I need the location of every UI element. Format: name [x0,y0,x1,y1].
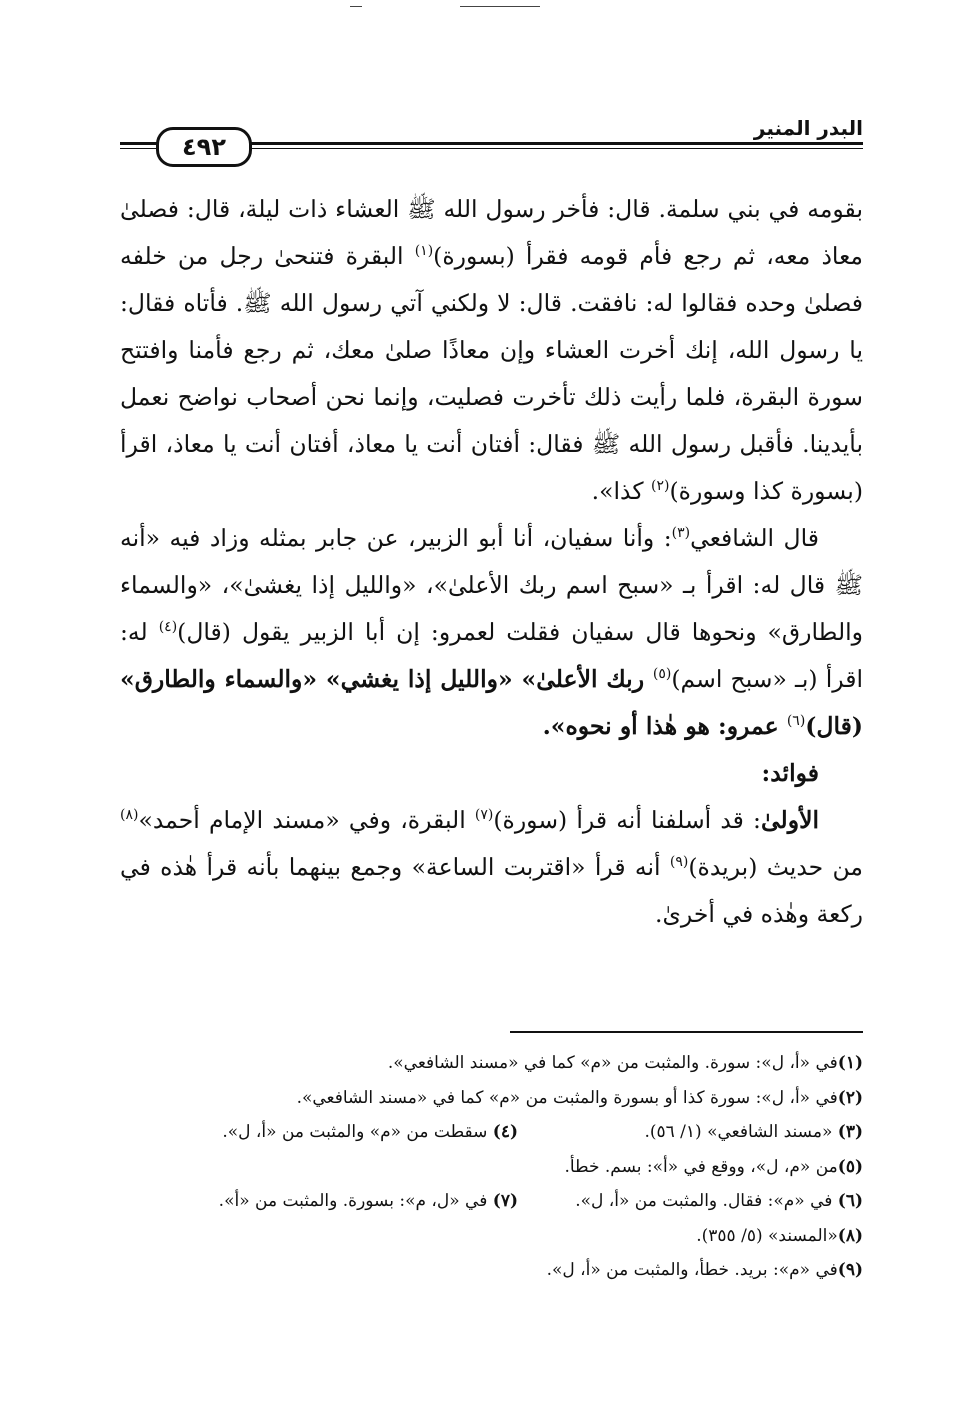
footnote-item: (٢) في «أ، ل»: سورة كذا أو بسورة والمثبت من «م» كما في «مسند الشافعي». [296,1087,863,1108]
footnotes [120,1046,863,1288]
footnote-item: (٨) «المسند» (٥/ ٣٥٥). [696,1225,863,1246]
running-title: البدر المنير [753,116,863,140]
footnote-ref: (٤) [158,619,178,635]
footnote-item: (٣) «مسند الشافعي» (١/ ٥٦). [644,1122,863,1142]
page-header [120,112,863,162]
footnote-item: (٩) في «م»: بريد. خطأ، والمثبت من «أ، ل». [546,1260,863,1280]
footnote-row-double [120,1115,863,1150]
page-number: ٤٩٢ [182,133,226,161]
main-text [120,186,863,938]
footnote-item: (٦) في «م»: فقال. والمثبت من «أ، ل». [575,1191,863,1211]
footnote-separator [510,1031,863,1033]
footnote-item: (٤) سقطت من «م» والمثبت من «أ، ل». [222,1122,518,1142]
footnote-ref: (٨) [120,807,139,823]
paragraph-shafii: قال الشافعي$^{(٣)}$: وأنا سفيان، أنا أبو الزبير، عن جابر بمثله وزاد فيه «أنه ﷺ قال له: اقرأ بـ «سبح اسم ربك الأعلىٰ»، «والليل إذا يغشىٰ»، «والسماء والطارق» ونحوها قال سفيان فقلت لعمرو: إن أبا الزبير يقول (قال)$^{(٤)}$ له: اقرأ (بـ «سبح اسم)$^{(٥)}$ ربك الأعلىٰ» «والليل إذا يغشي» «والسماء والطارق» (قال)$^{(٦)}$ عمرو: هو هٰذا أو نحوه». [120,524,863,740]
footnote-ref: (٣) [671,525,691,541]
page-number-badge [156,127,252,167]
footnote-ref: (٦) [786,713,806,729]
footnote-item: (٧) في «ل، م»: بسورة. والمثبت من «أ». [218,1191,518,1211]
scan-edge-marks [340,4,540,8]
footnote-item: (٥) من «م، ل»، ووقع في «أ»: بسم. خطأ. [564,1156,863,1177]
scan-mark [350,6,362,7]
footnote-row-double [120,1184,863,1219]
footnote-ref: (٢) [651,478,670,494]
footnote-item: (١) في «أ، ل»: سورة. والمثبت من «م» كما في «مسند الشافعي». [387,1053,863,1073]
footnote-ref: (١) [414,243,434,259]
section-heading: فوائد: [761,759,819,787]
footnote-ref: (٩) [669,854,689,870]
scan-mark [460,6,540,7]
footnote-ref: (٥) [652,666,672,682]
footnote-ref: (٧) [474,807,494,823]
paragraph-hadith: بقومه في بني سلمة. قال: فأخر رسول الله ﷺ العشاء ذات ليلة، قال: فصلىٰ معاذ معه، ثم رجع فأم قومه فقرأ (بسورة)$^{(١)}$ البقرة فتنحىٰ رجل من خلفه فصلىٰ وحده فقالوا له: نافقت. قال: لا ولكني آتي رسول الله ﷺ. فأتاه فقال: يا رسول الله، إنك أخرت العشاء وإن معاذًا صلىٰ معك، ثم رجع فأمنا وافتتح سورة البقرة، فلما رأيت ذلك تأخرت فصليت، وإنما نحن أصحاب نواضح نعمل بأيدينا. فأقبل رسول الله ﷺ فقال: أفتان أنت يا معاذ، أفتان أنت يا معاذ، اقرأ (بسورة كذا وسورة)$^{(٢)}$ كذا». [120,195,863,505]
paragraph-benefit-first: الأولىٰ: قد أسلفنا أنه قرأ (سورة)$^{(٧)}$ البقرة، وفي «مسند الإمام أحمد»$^{(٨)}$ من حديث (بريدة)$^{(٩)}$ أنه قرأ «اقتربت الساعة» وجمع بينهما بأنه قرأ هٰذه في ركعة وهٰذه في أخرىٰ. [120,806,863,928]
